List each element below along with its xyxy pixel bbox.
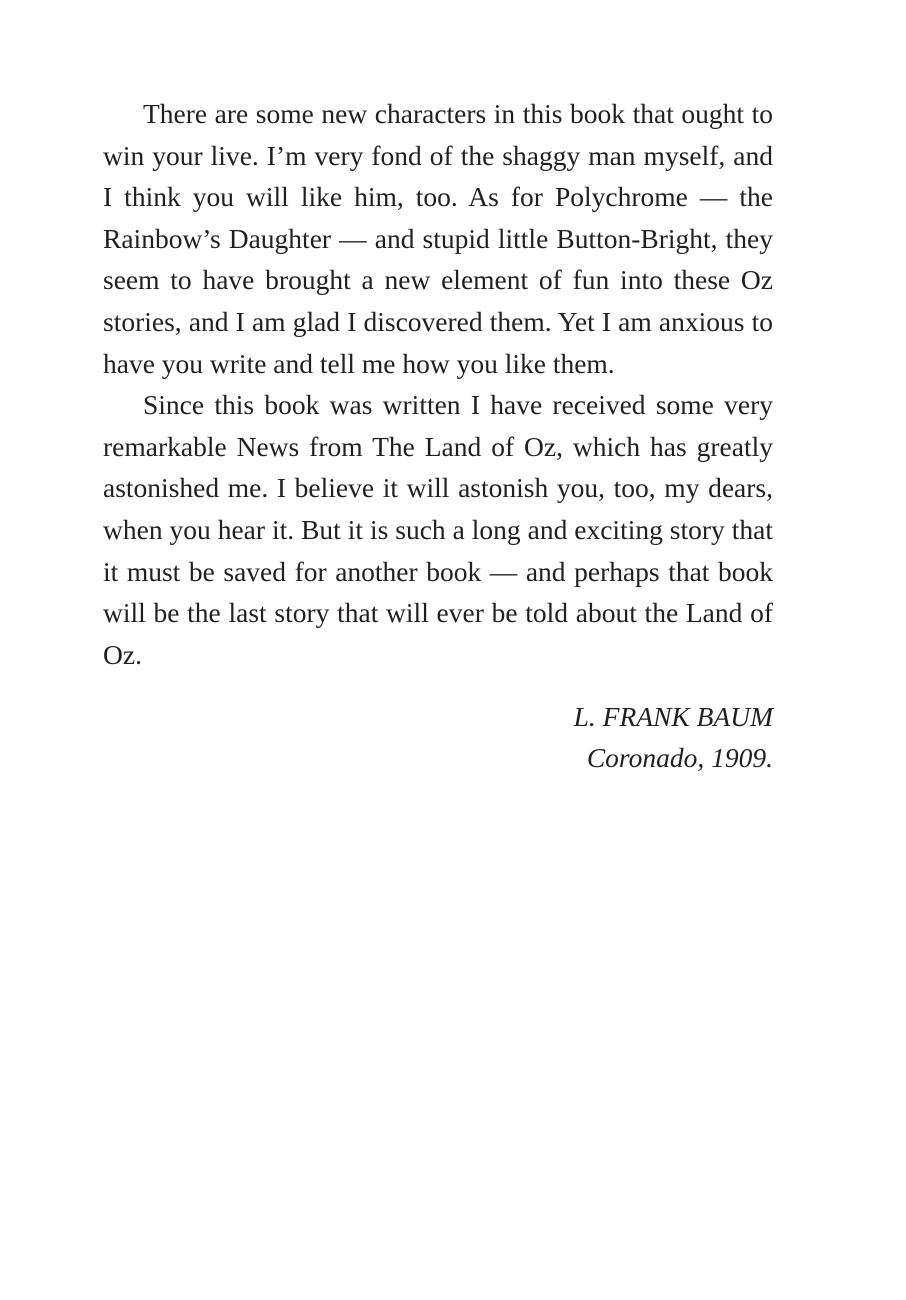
paragraph-1: There are some new characters in this book that ought to win your live. I’m very fond of the shaggy man myself, and I think you will like him, too. As for Polychrome — the Rainbow’s Daughter — and stupid little Button-Bright, they seem to have brought a new element of fun into these Oz stories, and I am glad I discovered them. Yet I am anxious to have you write and tell me how you like them. bbox=[103, 98, 773, 379]
place-date: Coronado, 1909. bbox=[586, 742, 773, 774]
paragraph-2: Since this book was written I have received some very remarkable News from The Land of Oz, which has greatly astonished me. I believe it will astonish you, too, my dears, when you hear it. But it is such a long and exciting story that it must be saved for another book — and perhaps that book will be the last story that will ever be told about the Land of Oz. bbox=[103, 389, 773, 670]
signature-block bbox=[103, 696, 773, 778]
author-name: L. FRANK BAUM bbox=[573, 701, 773, 733]
document-page bbox=[103, 93, 773, 778]
